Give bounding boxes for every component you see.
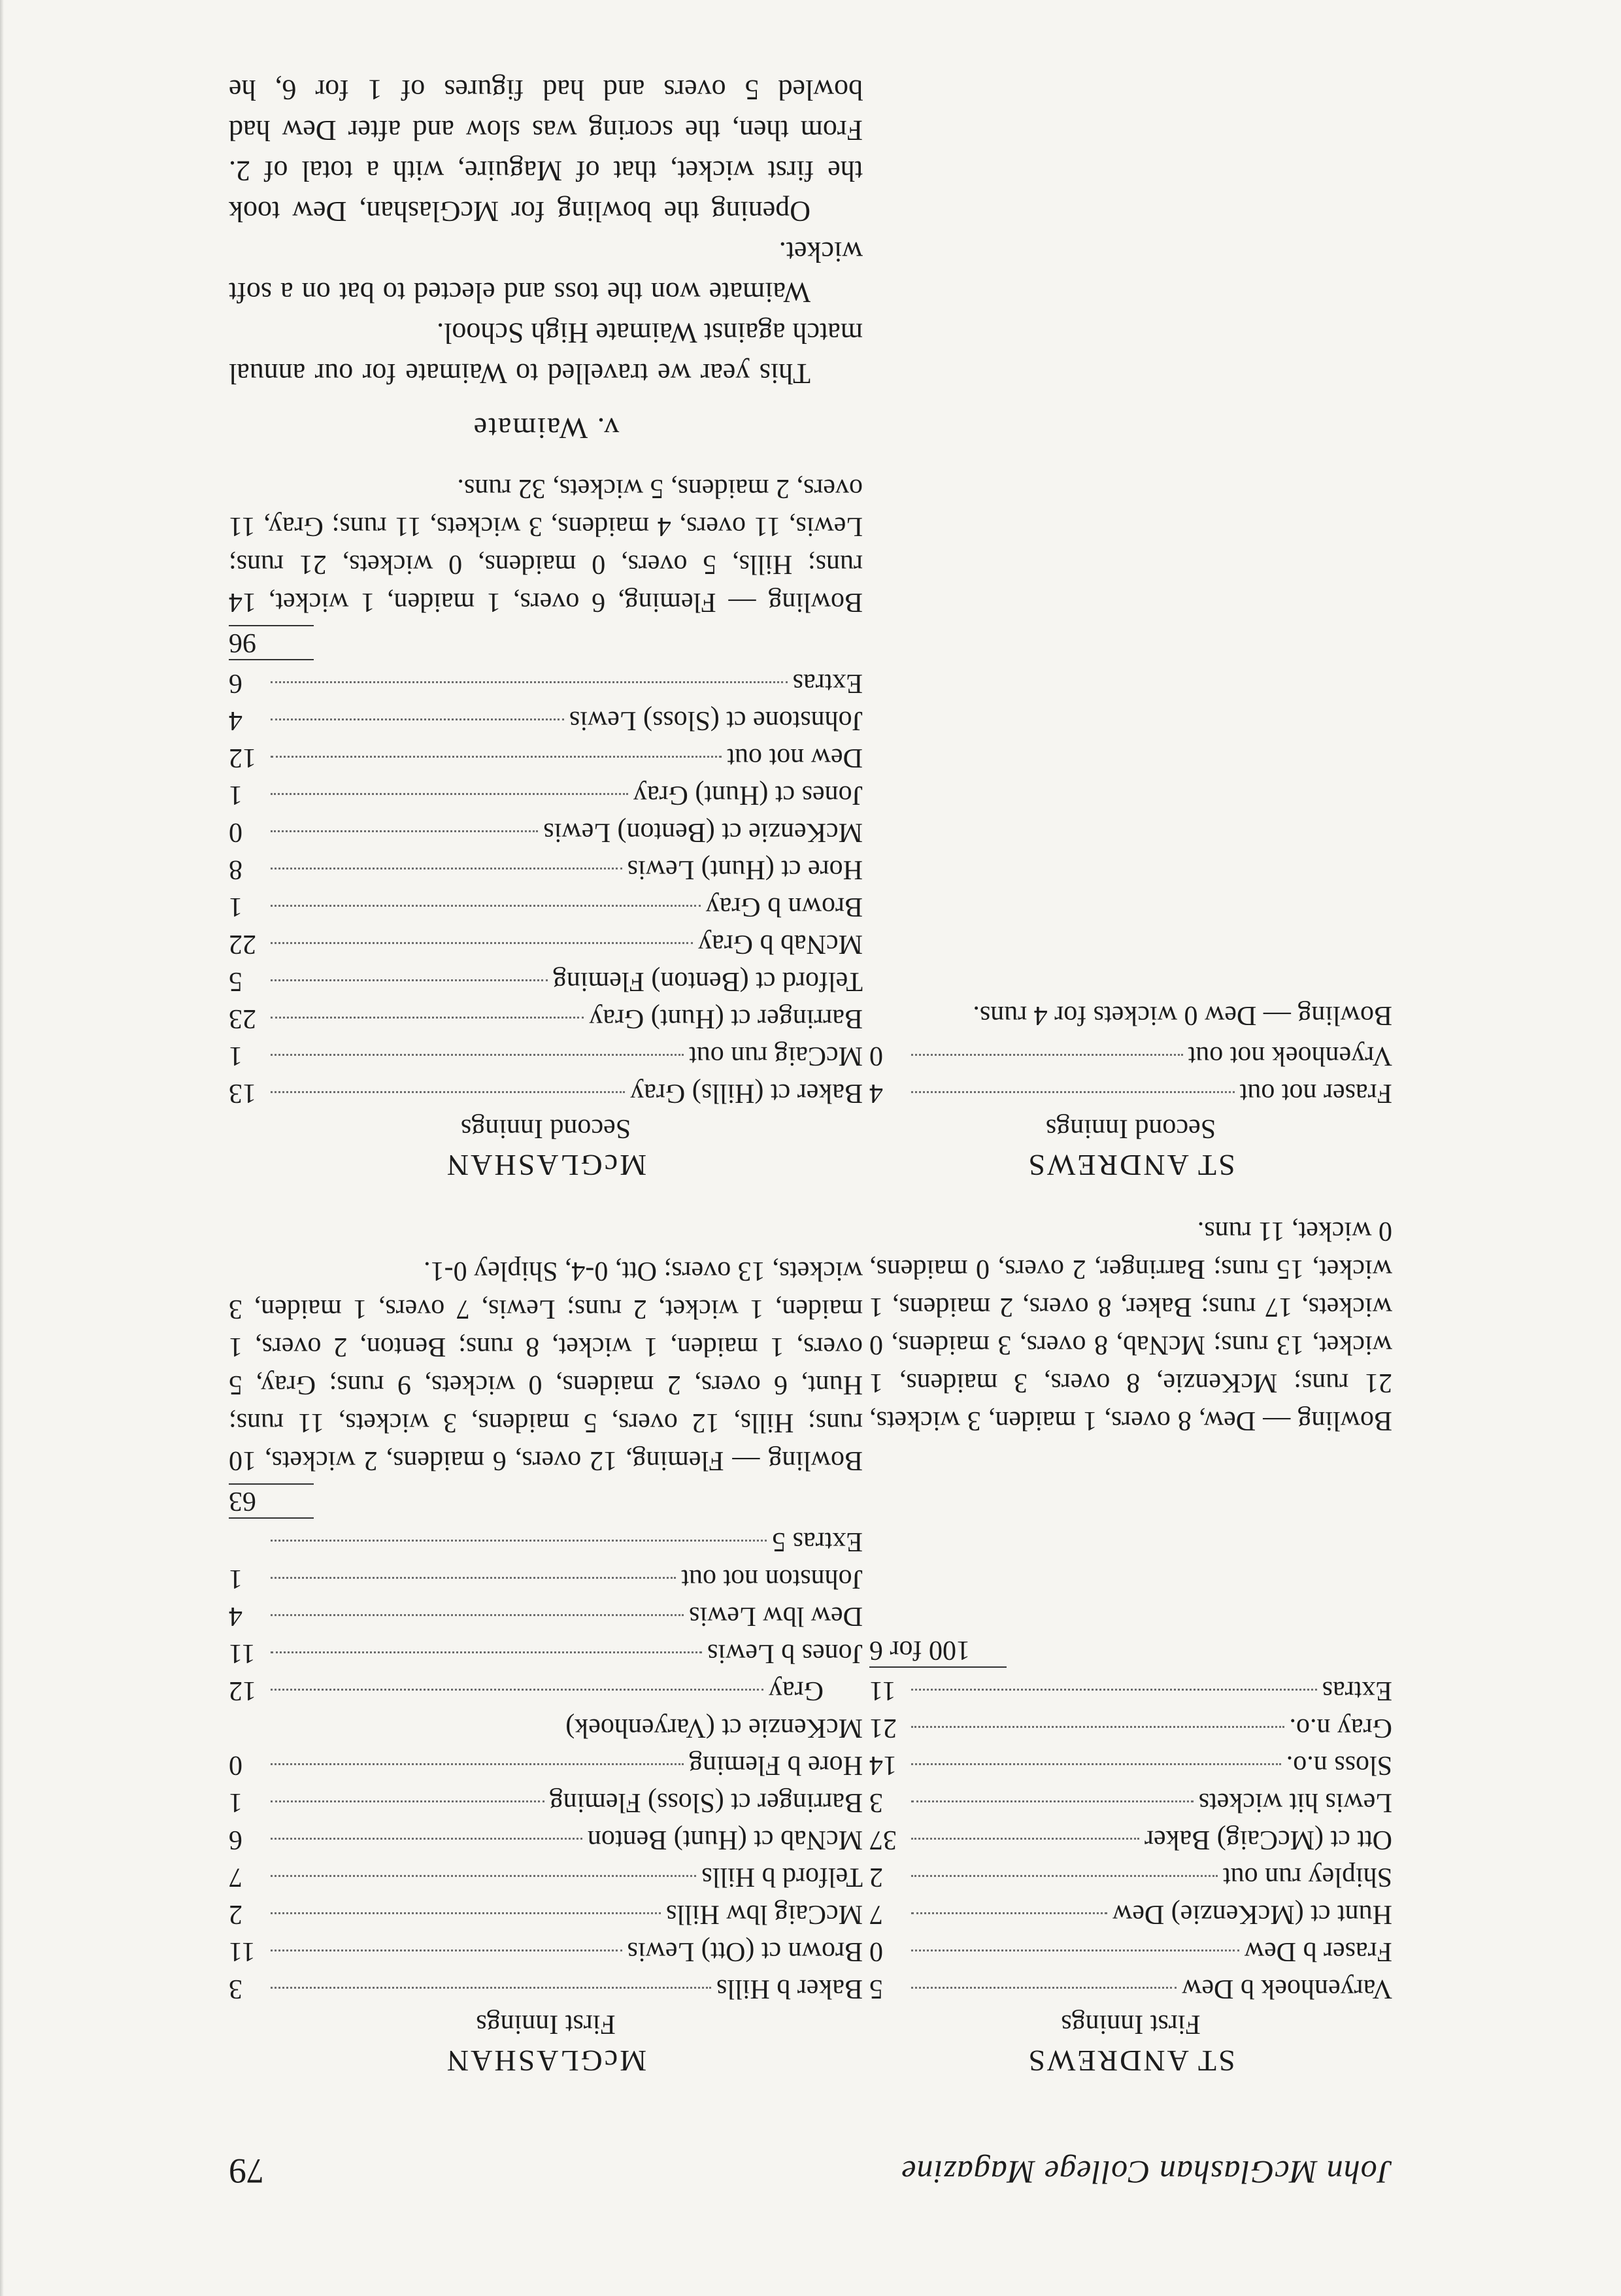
batting-row: [869, 1746, 1392, 1783]
total-line: [869, 1630, 1392, 1672]
team-heading: ST ANDREWS: [1026, 2044, 1235, 2078]
batsman-entry: Barringer ct (Sloss) Fleming: [549, 1787, 863, 1817]
batting-row: [869, 1821, 1392, 1858]
batting-row: [869, 1895, 1392, 1933]
batsman-entry: Hore b Fleming: [689, 1750, 863, 1780]
innings-heading: Second Innings: [1045, 1113, 1216, 1143]
page-edge-shadow: [0, 0, 4, 2296]
innings-heading: First Innings: [1061, 2009, 1201, 2039]
dot-leader: [271, 718, 564, 720]
batting-row: [229, 776, 863, 813]
batting-row: [229, 664, 863, 701]
batsman-entry: Telford ct (Benton) Fleming: [552, 966, 863, 996]
batsman-entry: Extras: [1322, 1676, 1392, 1706]
batting-list: [229, 664, 863, 1111]
st-andrews-second-innings: [869, 996, 1392, 1185]
dot-leader: [911, 1912, 1107, 1914]
batsman-entry: Baker ct (Hills) Gray: [630, 1078, 863, 1108]
batting-row: [229, 1746, 863, 1783]
batting-row: [869, 1933, 1392, 1970]
batting-row: [229, 1709, 863, 1746]
batting-row: [229, 1074, 863, 1111]
dot-leader: [911, 1838, 1139, 1840]
runs: 2: [229, 1899, 242, 1929]
runs: 13: [229, 1078, 256, 1108]
batting-row: [869, 1672, 1392, 1709]
mcglashan-first-bowling: Bowling — Fleming, 12 overs, 6 maidens, 2 wickets, 10 runs; Hills, 12 overs, 5 maidens, 3 wickets, 11 runs; Hunt, 6 overs, 2 maidens, 0 wickets, 9 runs; Gray, 5 overs, 1 maiden, 1 wicket, 8 runs; Benton, 2 overs, 1 maiden, 1 wicket, 2 runs; Lewis, 7 overs, 1 maiden, 3 wickets, 13 overs; Ott, 0-4, Shipley 0-1.: [229, 1256, 863, 1476]
dot-leader: [271, 1800, 544, 1802]
runs: 0: [229, 817, 242, 847]
batsman-entry: McNab b Gray: [698, 929, 863, 959]
runs: 8: [229, 854, 242, 885]
batting-list: [229, 1523, 863, 2007]
batsman-entry: Brown b Gray: [705, 892, 863, 922]
innings-heading: Second Innings: [460, 1113, 631, 1143]
batting-row: [229, 1933, 863, 1970]
batting-row: [229, 739, 863, 776]
runs: 21: [869, 1713, 897, 1743]
innings-heading: First Innings: [476, 2009, 616, 2039]
batting-row: [229, 888, 863, 925]
runs: 5: [869, 1974, 883, 2004]
dot-leader: [271, 1987, 711, 1989]
batsman-entry: Vryenhoek not out: [1188, 1041, 1392, 1071]
batsman-entry: Barringer ct (Hunt) Gray: [589, 1004, 863, 1034]
st-andrews-first-bowling: Bowling — Dew, 8 overs, 1 maiden, 3 wickets, 21 runs; McKenzie, 8 overs, 3 maidens, 1 wicket, 13 runs; McNab, 8 overs, 3 maidens, 0 wickets, 17 runs; Baker, 8 overs, 2 maidens, 1 wicket, 15 runs; Barringer, 2 overs, 0 maidens, 0 wicket, 11 runs.: [869, 1216, 1392, 1436]
batting-row: [869, 1858, 1392, 1895]
runs: 7: [229, 1862, 242, 1892]
batsman-entry: Fraser b Dew: [1244, 1936, 1392, 1967]
batting-row: [229, 813, 863, 851]
batting-row: [229, 925, 863, 962]
dot-leader: [911, 1950, 1239, 1951]
batting-row: [229, 1672, 863, 1709]
dot-leader: [271, 681, 788, 683]
dot-leader: [271, 793, 628, 795]
runs: 0: [229, 1750, 242, 1780]
batting-row: [229, 1560, 863, 1597]
runs: 7: [869, 1899, 883, 1929]
batsman-entry: Lewis hit wickets: [1198, 1787, 1392, 1817]
page-number: 79: [229, 2152, 264, 2191]
batsman-entry: Hore ct (Hunt) Lewis: [627, 854, 863, 885]
runs: 1: [229, 780, 242, 810]
batsman-entry: Baker b Hills: [716, 1974, 863, 2004]
dot-leader: [271, 1838, 582, 1840]
batting-row: [229, 1597, 863, 1634]
batsman-entry: Hunt ct (McKenzie) Dew: [1112, 1899, 1392, 1929]
runs: 3: [229, 1974, 242, 2004]
team-heading: McGLASHAN: [444, 1149, 647, 1182]
innings-total: 63: [229, 1483, 314, 1519]
dot-leader: [271, 1540, 767, 1542]
batting-row: [869, 1783, 1392, 1821]
dot-leader: [271, 1614, 684, 1616]
report-paragraph: This year we travelled to Waimate for our annual match against Waimate High School.: [229, 317, 863, 390]
batting-row: [229, 1037, 863, 1074]
runs: 4: [869, 1078, 883, 1108]
dot-leader: [271, 1651, 702, 1653]
innings-total: 100 for 6: [869, 1634, 1007, 1668]
batsman-entry: McCaig run out: [689, 1041, 863, 1071]
dot-leader: [271, 1912, 661, 1914]
runs: 5: [229, 966, 242, 996]
batting-row: [229, 851, 863, 888]
runs: 4: [229, 705, 242, 735]
mcglashan-second-innings: [229, 469, 863, 1185]
dot-leader: [271, 979, 548, 981]
batting-row: [229, 1895, 863, 1933]
batsman-entry: Dew not out: [727, 743, 863, 773]
batsman-entry: Gray: [769, 1676, 824, 1706]
dot-leader: [271, 756, 722, 758]
batsman-entry: Telford b Hills: [701, 1862, 863, 1892]
dot-leader: [271, 1689, 763, 1691]
runs: 11: [229, 1638, 256, 1668]
dot-leader: [911, 1726, 1284, 1728]
batsman-entry: Gray n.o.: [1289, 1713, 1392, 1743]
runs: 4: [229, 1601, 242, 1631]
total-line: [229, 1479, 863, 1523]
dot-leader: [911, 1689, 1317, 1691]
batsman-entry: McKenzie ct (Benton) Lewis: [543, 817, 863, 847]
batting-row: [229, 1783, 863, 1821]
page-header: [229, 2139, 1392, 2191]
runs: 1: [229, 1787, 242, 1817]
mcglashan-second-bowling: Bowling — Fleming, 6 overs, 1 maiden, 1 wicket, 14 runs; Hills, 5 overs, 0 maidens, 0 wickets, 21 runs; Lewis, 11 overs, 4 maidens, 3 wickets, 11 runs; Gray, 11 overs, 2 maidens, 5 wickets, 32 runs.: [229, 473, 863, 617]
batting-row: [869, 1709, 1392, 1746]
dot-leader: [271, 1577, 676, 1579]
team-heading: McGLASHAN: [444, 2044, 647, 2078]
dot-leader: [271, 1054, 684, 1056]
batting-row: [229, 1000, 863, 1037]
runs: 6: [229, 668, 242, 698]
dot-leader: [911, 1800, 1194, 1802]
batting-row: [229, 1634, 863, 1672]
batsman-entry: McNab ct (Hunt) Benton: [587, 1825, 863, 1855]
dot-leader: [911, 1054, 1183, 1056]
batting-row: [869, 1970, 1392, 2007]
st-andrews-second-bowling: Bowling — Dew 0 wickets for 4 runs.: [973, 1000, 1392, 1030]
batsman-entry: Extras 5: [772, 1527, 863, 1557]
batting-row: [869, 1074, 1392, 1111]
runs: 11: [869, 1676, 896, 1706]
runs: 2: [869, 1862, 883, 1892]
dot-leader: [271, 830, 538, 832]
runs: 0: [869, 1041, 883, 1071]
report-paragraph: Waimate won the toss and elected to bat on a soft wicket.: [229, 236, 863, 309]
dot-leader: [911, 1091, 1235, 1093]
batsman-entry: Shipley run out: [1223, 1862, 1392, 1892]
batting-row: [229, 1523, 863, 1560]
batting-row: [869, 1037, 1392, 1074]
runs: 6: [229, 1825, 242, 1855]
runs: 3: [869, 1787, 883, 1817]
mcglashan-first-innings: [229, 1252, 863, 2080]
dot-leader: [271, 1017, 584, 1019]
dot-leader: [271, 868, 622, 869]
dot-leader: [271, 905, 701, 907]
batsman-entry: Varyenhoek b Dew: [1182, 1974, 1392, 2004]
dot-leader: [911, 1875, 1218, 1877]
runs: 14: [869, 1750, 897, 1780]
batsman-entry: Sloss n.o.: [1286, 1750, 1392, 1780]
dot-leader: [271, 1950, 622, 1951]
runs: 37: [869, 1825, 897, 1855]
team-heading: ST ANDREWS: [1026, 1149, 1235, 1182]
runs: 11: [229, 1936, 256, 1967]
match-report: [229, 69, 863, 394]
batsman-entry: Fraser not out: [1239, 1078, 1392, 1108]
dot-leader: [911, 1763, 1281, 1765]
dot-leader: [271, 1875, 696, 1877]
runs: 1: [229, 892, 242, 922]
batsman-entry: Brown ct (Ott) Lewis: [627, 1936, 863, 1967]
runs: 1: [229, 1041, 242, 1071]
batsman-entry: Extras: [792, 668, 863, 698]
total-line: [229, 621, 863, 664]
batting-row: [229, 1970, 863, 2007]
batsman-entry: McKenzie ct (Varyenhoek): [565, 1713, 863, 1743]
runs: 23: [229, 1004, 256, 1034]
batsman-entry: Johnston not out: [681, 1564, 863, 1594]
batsman-entry: Johnstone ct (Sloss) Lewis: [569, 705, 863, 735]
innings-total: 96: [229, 625, 314, 660]
batting-list: [869, 1672, 1392, 2007]
dot-leader: [911, 1987, 1177, 1989]
batting-row: [229, 1821, 863, 1858]
batsman-entry: Jones b Lewis: [707, 1638, 863, 1668]
batsman-entry: McCaig lbw Hills: [666, 1899, 863, 1929]
runs: 12: [229, 1676, 256, 1706]
dot-leader: [271, 1763, 684, 1765]
dot-leader: [271, 1091, 625, 1093]
report-paragraph: Opening the bowling for McGlashan, Dew took the first wicket, that of Maguire, with a total of 2. From then, the scoring was slow and after Dew had bowled 5 overs and had figures of 1 for 6, he: [229, 74, 863, 228]
batsman-entry: Ott ct (McCaig) Baker: [1144, 1825, 1392, 1855]
runs: 0: [869, 1936, 883, 1967]
batting-row: [229, 1858, 863, 1895]
batting-row: [229, 962, 863, 1000]
dot-leader: [271, 942, 693, 944]
magazine-title: John McGlashan College Magazine: [901, 2154, 1392, 2191]
st-andrews-first-innings: [869, 1630, 1392, 2080]
runs: 1: [229, 1564, 242, 1594]
batting-row: [229, 701, 863, 739]
runs: 22: [229, 929, 256, 959]
runs: 12: [229, 743, 256, 773]
match-title: v. Waimate: [472, 412, 620, 445]
batsman-entry: Jones ct (Hunt) Gray: [633, 780, 863, 810]
batsman-entry: Dew lbw Lewis: [689, 1601, 863, 1631]
